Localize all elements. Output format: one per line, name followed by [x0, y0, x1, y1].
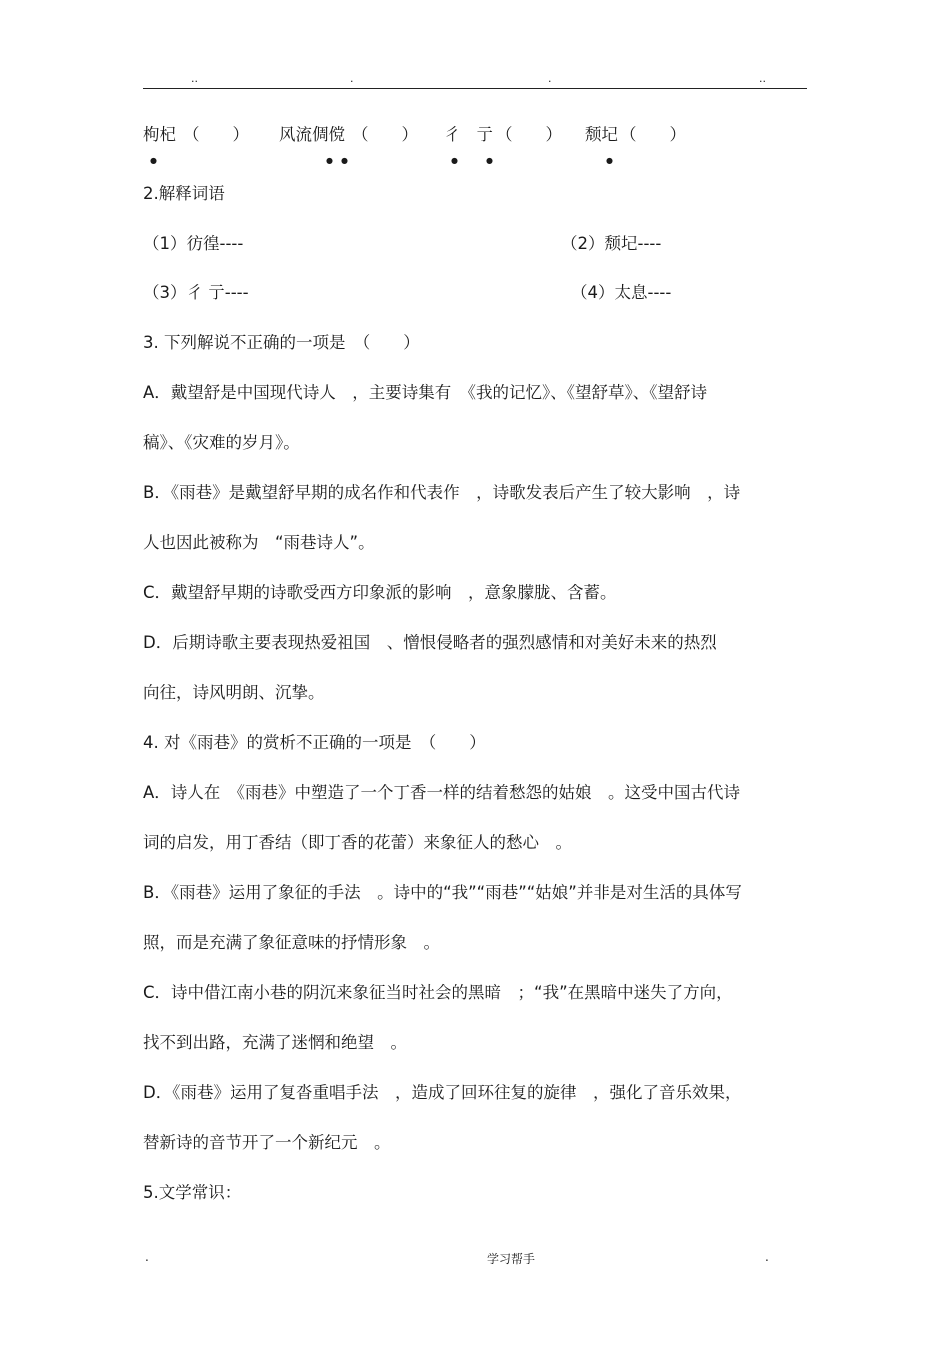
footer-left-mark: .	[145, 1250, 149, 1264]
header-mark: .	[548, 72, 552, 85]
q4-title: 4. 对《雨巷》的赏析不正确的一项是 （ ）	[143, 733, 486, 752]
header-mark: ..	[191, 72, 198, 85]
q4-line: 找不到出路，充满了迷惘和绝望 。	[143, 1033, 407, 1052]
q4-line: B．《雨巷》运用了象征的手法 。诗中的“我”“雨巷”“姑娘”并非是对生活的具体写	[143, 883, 742, 902]
q4-line: 词的启发，用丁香结（即丁香的花蕾）来象征人的愁心 。	[143, 833, 572, 852]
q3-line: 稿》、《灾难的岁月》。	[143, 433, 300, 452]
q3-line: 人也因此被称为 “雨巷诗人”。	[143, 533, 375, 552]
q3-title: 3. 下列解说不正确的一项是 （ ）	[143, 333, 420, 352]
pinyin-blank: （ ）	[352, 125, 418, 144]
q4-line: A．诗人在 《雨巷》中塑造了一个丁香一样的结着愁怨的姑娘 。这受中国古代诗	[143, 783, 741, 802]
emphasis-dot: ●	[341, 156, 348, 165]
header-mark: ..	[759, 72, 766, 85]
q4-line: 替新诗的音节开了一个新纪元 。	[143, 1133, 391, 1152]
pinyin-blank: （ ）	[496, 125, 562, 144]
q2-title: 2.解释词语	[143, 184, 225, 203]
q2-item: （1）彷徨----	[143, 234, 244, 253]
pinyin-word: 风流倜傥	[279, 125, 345, 144]
q4-line: C．诗中借江南小巷的阴沉来象征当时社会的黑暗 ；“我”在黑暗中迷失了方向，	[143, 983, 733, 1002]
emphasis-dot: ●	[451, 156, 458, 165]
header-rule	[143, 88, 807, 89]
emphasis-dot: ●	[606, 156, 613, 165]
q3-line: C．戴望舒早期的诗歌受西方印象派的影响 ，意象朦胧、含蓄。	[143, 583, 617, 602]
q5-title: 5.文学常识：	[143, 1183, 242, 1202]
pinyin-blank: （ ）	[183, 125, 249, 144]
pinyin-word: 枸杞	[143, 125, 176, 144]
emphasis-dot: ●	[326, 156, 333, 165]
emphasis-dot: ●	[486, 156, 493, 165]
pinyin-word: 彳亍	[444, 125, 509, 144]
q4-line: 照，而是充满了象征意味的抒情形象 。	[143, 933, 440, 952]
q2-item: （2）颓圮----	[561, 234, 662, 253]
header-mark: .	[350, 72, 354, 85]
pinyin-word: 颓圮	[585, 125, 618, 144]
q2-item: （4）太息----	[571, 283, 672, 302]
q4-line: D．《雨巷》运用了复沓重唱手法 ，造成了回环往复的旋律 ，强化了音乐效果，	[143, 1083, 742, 1102]
pinyin-blank: （ ）	[620, 125, 686, 144]
footer-label: 学习帮手	[487, 1252, 536, 1266]
q3-line: D．后期诗歌主要表现热爱祖国 、憎恨侵略者的强烈感情和对美好未来的热烈	[143, 633, 717, 652]
header-marks	[0, 72, 950, 86]
q2-item: （3）彳 亍----	[143, 283, 249, 302]
q3-line: B．《雨巷》是戴望舒早期的成名作和代表作 ，诗歌发表后产生了较大影响 ，诗	[143, 483, 741, 502]
q3-line: A．戴望舒是中国现代诗人 ，主要诗集有 《我的记忆》、《望舒草》、《望舒诗	[143, 383, 708, 402]
q3-line: 向往，诗风明朗、沉挚。	[143, 683, 325, 702]
footer-right-mark: .	[765, 1250, 769, 1264]
emphasis-dot: ●	[150, 156, 157, 165]
